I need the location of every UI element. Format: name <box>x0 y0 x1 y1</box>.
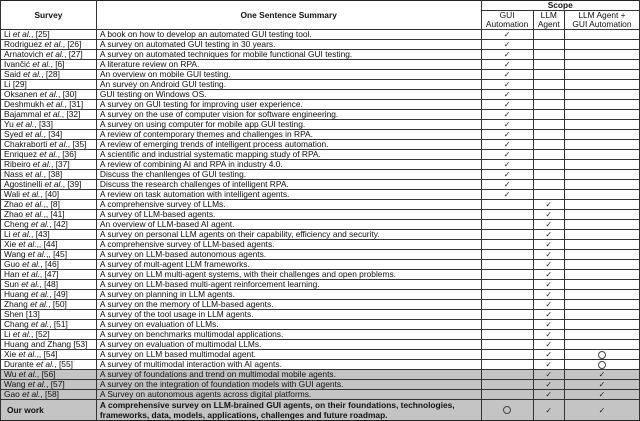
summary-cell: A book on how to develop an automated GUI testing tool. <box>96 30 481 40</box>
summary-cell: A survey on GUI testing for improving user experience. <box>96 100 481 110</box>
gui-automation-cell <box>481 390 533 400</box>
survey-cell: Gao et al., [58] <box>1 390 97 400</box>
llm-agent-cell <box>533 390 564 400</box>
survey-cell: Yu et al., [33] <box>1 120 97 130</box>
gui-automation-cell <box>481 270 533 280</box>
survey-cell: Zhao et al.,, [41] <box>1 210 97 220</box>
survey-cell: Rodriguez et al., [26] <box>1 40 97 50</box>
llm-agent-gui-automation-cell <box>564 200 639 210</box>
check-icon: ✓ <box>545 230 553 239</box>
summary-cell: A survey on LLM-based multi-agent reinforcement learning. <box>96 280 481 290</box>
llm-agent-gui-automation-cell <box>564 130 639 140</box>
llm-agent-gui-automation-cell <box>564 250 639 260</box>
check-icon: ✓ <box>545 370 553 379</box>
check-icon: ✓ <box>545 290 553 299</box>
table-row <box>1 50 640 60</box>
gui-automation-cell <box>481 90 533 100</box>
llm-agent-cell <box>533 300 564 310</box>
check-icon: ✓ <box>545 350 553 359</box>
survey-cell: Agostinelli et al., [39] <box>1 180 97 190</box>
llm-agent-cell <box>533 200 564 210</box>
gui-automation-cell <box>481 210 533 220</box>
gui-automation-cell <box>481 160 533 170</box>
check-icon: ✓ <box>503 80 511 89</box>
table-row <box>1 390 640 400</box>
llm-agent-gui-automation-cell <box>564 210 639 220</box>
llm-agent-cell <box>533 160 564 170</box>
gui-automation-cell <box>481 180 533 190</box>
table-row <box>1 280 640 290</box>
llm-agent-gui-automation-cell <box>564 370 639 380</box>
llm-agent-gui-automation-cell <box>564 400 639 421</box>
survey-cell: Li et al., [43] <box>1 230 97 240</box>
llm-agent-cell <box>533 210 564 220</box>
table-row <box>1 310 640 320</box>
summary-cell: A survey on evaluation of multimodal LLMs. <box>96 340 481 350</box>
our-work-row <box>1 400 640 421</box>
gui-automation-cell <box>481 190 533 200</box>
llm-agent-cell <box>533 130 564 140</box>
summary-cell: A comprehensive survey of LLMs. <box>96 200 481 210</box>
summary-cell: A review of emerging trends of intelligent process automation. <box>96 140 481 150</box>
check-icon: ✓ <box>545 405 553 415</box>
llm-agent-cell <box>533 190 564 200</box>
table-row <box>1 120 640 130</box>
llm-agent-gui-automation-cell <box>564 220 639 230</box>
gui-automation-cell <box>481 50 533 60</box>
header-summary: One Sentence Summary <box>96 1 481 30</box>
summary-cell: A survey on automated techniques for mobile functional GUI testing. <box>96 50 481 60</box>
llm-agent-cell <box>533 230 564 240</box>
llm-agent-gui-automation-cell <box>564 260 639 270</box>
check-icon: ✓ <box>545 260 553 269</box>
survey-cell: Arnatovich et al., [27] <box>1 50 97 60</box>
llm-agent-cell <box>533 90 564 100</box>
table-row <box>1 260 640 270</box>
llm-agent-gui-automation-cell <box>564 320 639 330</box>
survey-cell: Wu et al., [56] <box>1 370 97 380</box>
gui-automation-cell <box>481 230 533 240</box>
llm-agent-cell <box>533 400 564 421</box>
gui-automation-cell <box>481 60 533 70</box>
llm-agent-gui-automation-cell <box>564 330 639 340</box>
llm-agent-cell <box>533 320 564 330</box>
summary-cell: A literature review on RPA. <box>96 60 481 70</box>
gui-automation-cell <box>481 350 533 360</box>
llm-agent-gui-automation-cell <box>564 70 639 80</box>
llm-agent-gui-automation-cell <box>564 90 639 100</box>
header-gui-automation: GUI Automation <box>481 11 533 30</box>
check-icon: ✓ <box>545 300 553 309</box>
check-icon: ✓ <box>598 405 606 415</box>
check-icon: ✓ <box>503 110 511 119</box>
gui-automation-cell <box>481 40 533 50</box>
survey-cell: Xie et al.,, [54] <box>1 350 97 360</box>
llm-agent-gui-automation-cell <box>564 340 639 350</box>
survey-cell: Said et al., [28] <box>1 70 97 80</box>
llm-agent-gui-automation-cell <box>564 290 639 300</box>
llm-agent-cell <box>533 50 564 60</box>
survey-cell: Syed et al., [34] <box>1 130 97 140</box>
summary-cell: GUI testing on Windows OS. <box>96 90 481 100</box>
summary-cell: A survey on the memory of LLM-based agents. <box>96 300 481 310</box>
summary-cell: A survey on LLM based multimodal agent. <box>96 350 481 360</box>
llm-agent-gui-automation-cell <box>564 270 639 280</box>
gui-automation-cell <box>481 360 533 370</box>
gui-automation-cell <box>481 170 533 180</box>
llm-agent-gui-automation-cell <box>564 170 639 180</box>
table-row <box>1 40 640 50</box>
check-icon: ✓ <box>503 160 511 169</box>
gui-automation-cell <box>481 340 533 350</box>
summary-cell: A survey on LLM-based autonomous agents. <box>96 250 481 260</box>
llm-agent-cell <box>533 40 564 50</box>
summary-cell: Discuss the research challenges of intelligent RPA. <box>96 180 481 190</box>
gui-automation-cell <box>481 120 533 130</box>
gui-automation-cell <box>481 250 533 260</box>
llm-agent-gui-automation-cell <box>564 240 639 250</box>
header-survey: Survey <box>1 1 97 30</box>
survey-cell: Wang et al.,, [45] <box>1 250 97 260</box>
header-row-top <box>1 1 640 11</box>
gui-automation-cell <box>481 260 533 270</box>
our-work-label: Our work <box>1 400 97 421</box>
llm-agent-gui-automation-cell <box>564 390 639 400</box>
gui-automation-cell <box>481 240 533 250</box>
survey-cell: Shen [13] <box>1 310 97 320</box>
check-icon: ✓ <box>545 210 553 219</box>
survey-cell: Li [29] <box>1 80 97 90</box>
llm-agent-gui-automation-cell <box>564 120 639 130</box>
llm-agent-cell <box>533 340 564 350</box>
survey-cell: Deshmukh et al., [31] <box>1 100 97 110</box>
llm-agent-cell <box>533 260 564 270</box>
table-row <box>1 370 640 380</box>
llm-agent-gui-automation-cell <box>564 100 639 110</box>
table-row <box>1 320 640 330</box>
gui-automation-cell <box>481 300 533 310</box>
our-work-summary: A comprehensive survey on LLM-brained GUI agents, on their foundations, technologies, frameworks, data, models, applications, challenges and future roadmap. <box>96 400 481 421</box>
llm-agent-gui-automation-cell <box>564 110 639 120</box>
llm-agent-gui-automation-cell <box>564 230 639 240</box>
llm-agent-cell <box>533 360 564 370</box>
check-icon: ✓ <box>545 240 553 249</box>
survey-cell: Huang et al., [49] <box>1 290 97 300</box>
gui-automation-cell <box>481 200 533 210</box>
summary-cell: A survey on using computer for mobile app GUI testing. <box>96 120 481 130</box>
table-row <box>1 230 640 240</box>
header-llm-agent-gui-automation: LLM Agent + GUI Automation <box>564 11 639 30</box>
survey-cell: Wang et al., [57] <box>1 380 97 390</box>
gui-automation-cell <box>481 30 533 40</box>
table-row <box>1 110 640 120</box>
table-row <box>1 250 640 260</box>
check-icon: ✓ <box>503 50 511 59</box>
llm-agent-gui-automation-cell <box>564 380 639 390</box>
survey-cell: Zhang et al., [50] <box>1 300 97 310</box>
table-row <box>1 330 640 340</box>
summary-cell: A comprehensive survey of LLM-based agents. <box>96 240 481 250</box>
gui-automation-cell <box>481 100 533 110</box>
check-icon: ✓ <box>545 250 553 259</box>
survey-cell: Enriquez et al., [36] <box>1 150 97 160</box>
llm-agent-gui-automation-cell <box>564 50 639 60</box>
summary-cell: A survey of mult-agent LLM frameworks. <box>96 260 481 270</box>
table-row <box>1 210 640 220</box>
summary-cell: A survey on personal LLM agents on their capability, efficiency and security. <box>96 230 481 240</box>
summary-cell: A survey on benchmarks multimodal applications. <box>96 330 481 340</box>
partial-circle-icon <box>503 406 511 414</box>
check-icon: ✓ <box>598 380 606 389</box>
check-icon: ✓ <box>503 70 511 79</box>
summary-cell: A scientific and industrial systematic mapping study of RPA. <box>96 150 481 160</box>
table-row <box>1 70 640 80</box>
gui-automation-cell <box>481 130 533 140</box>
survey-cell: Xie et al.,, [44] <box>1 240 97 250</box>
llm-agent-cell <box>533 380 564 390</box>
llm-agent-gui-automation-cell <box>564 60 639 70</box>
table-row <box>1 220 640 230</box>
llm-agent-cell <box>533 310 564 320</box>
llm-agent-gui-automation-cell <box>564 150 639 160</box>
check-icon: ✓ <box>503 190 511 199</box>
survey-cell: Huang and Zhang [53] <box>1 340 97 350</box>
gui-automation-cell <box>481 290 533 300</box>
llm-agent-gui-automation-cell <box>564 300 639 310</box>
table-body <box>1 30 640 421</box>
summary-cell: A survey of multimodal interaction with AI agents. <box>96 360 481 370</box>
llm-agent-gui-automation-cell <box>564 350 639 360</box>
check-icon: ✓ <box>545 280 553 289</box>
table-row <box>1 190 640 200</box>
table-row <box>1 150 640 160</box>
partial-circle-icon <box>598 361 606 369</box>
survey-cell: Durante et al., [55] <box>1 360 97 370</box>
llm-agent-cell <box>533 290 564 300</box>
survey-cell: Han et al., [47] <box>1 270 97 280</box>
llm-agent-cell <box>533 70 564 80</box>
table-row <box>1 350 640 360</box>
llm-agent-cell <box>533 140 564 150</box>
table-row <box>1 170 640 180</box>
llm-agent-cell <box>533 110 564 120</box>
llm-agent-cell <box>533 270 564 280</box>
check-icon: ✓ <box>503 60 511 69</box>
summary-cell: An overview on mobile GUI testing. <box>96 70 481 80</box>
header-llm-agent: LLM Agent <box>533 11 564 30</box>
check-icon: ✓ <box>503 180 511 189</box>
check-icon: ✓ <box>545 220 553 229</box>
llm-agent-gui-automation-cell <box>564 180 639 190</box>
survey-cell: Ivančić et al., [6] <box>1 60 97 70</box>
llm-agent-cell <box>533 330 564 340</box>
summary-cell: A survey on LLM multi-agent systems, with their challenges and open problems. <box>96 270 481 280</box>
llm-agent-gui-automation-cell <box>564 40 639 50</box>
llm-agent-gui-automation-cell <box>564 140 639 150</box>
survey-cell: Wali et al., [40] <box>1 190 97 200</box>
summary-cell: Discuss the chanllenges of GUI testing. <box>96 170 481 180</box>
summary-cell: A survey on automated GUI testing in 30 years. <box>96 40 481 50</box>
summary-cell: A Survey on autonomous agents across digital platforms. <box>96 390 481 400</box>
check-icon: ✓ <box>545 200 553 209</box>
summary-cell: A survey of LLM-based agents. <box>96 210 481 220</box>
check-icon: ✓ <box>503 30 511 39</box>
survey-cell: Cheng et al., [42] <box>1 220 97 230</box>
survey-cell: Guo et al., [46] <box>1 260 97 270</box>
check-icon: ✓ <box>545 360 553 369</box>
survey-cell: Sun et al., [48] <box>1 280 97 290</box>
summary-cell: A review on task automation with intelligent agents. <box>96 190 481 200</box>
llm-agent-cell <box>533 100 564 110</box>
llm-agent-cell <box>533 240 564 250</box>
llm-agent-cell <box>533 180 564 190</box>
check-icon: ✓ <box>545 390 553 399</box>
gui-automation-cell <box>481 150 533 160</box>
check-icon: ✓ <box>503 40 511 49</box>
partial-circle-icon <box>598 351 606 359</box>
table-row <box>1 290 640 300</box>
summary-cell: A survey of foundations and trend on multimodal mobile agents. <box>96 370 481 380</box>
summary-cell: A survey of the tool usage in LLM agents. <box>96 310 481 320</box>
check-icon: ✓ <box>598 370 606 379</box>
gui-automation-cell <box>481 330 533 340</box>
summary-cell: A review of combining AI and RPA in industry 4.0. <box>96 160 481 170</box>
survey-cell: Li et al., [52] <box>1 330 97 340</box>
llm-agent-gui-automation-cell <box>564 190 639 200</box>
table-row <box>1 80 640 90</box>
summary-cell: An overview of LLM-based AI agent. <box>96 220 481 230</box>
check-icon: ✓ <box>545 320 553 329</box>
llm-agent-cell <box>533 170 564 180</box>
table-row <box>1 340 640 350</box>
survey-cell: Nass et al., [38] <box>1 170 97 180</box>
gui-automation-cell <box>481 110 533 120</box>
llm-agent-cell <box>533 250 564 260</box>
table-row <box>1 180 640 190</box>
check-icon: ✓ <box>545 310 553 319</box>
table-row <box>1 130 640 140</box>
gui-automation-cell <box>481 70 533 80</box>
summary-cell: A survey on evaluation of LLMs. <box>96 320 481 330</box>
survey-cell: Zhao et al.,, [8] <box>1 200 97 210</box>
survey-cell: Bajammal et al., [32] <box>1 110 97 120</box>
check-icon: ✓ <box>503 100 511 109</box>
summary-cell: A survey on the use of computer vision for software engineering. <box>96 110 481 120</box>
table-row <box>1 200 640 210</box>
llm-agent-cell <box>533 280 564 290</box>
table-row <box>1 240 640 250</box>
survey-cell: Chang et al., [51] <box>1 320 97 330</box>
gui-automation-cell <box>481 310 533 320</box>
llm-agent-cell <box>533 150 564 160</box>
llm-agent-cell <box>533 220 564 230</box>
check-icon: ✓ <box>503 130 511 139</box>
table-row <box>1 60 640 70</box>
check-icon: ✓ <box>503 140 511 149</box>
table-row <box>1 90 640 100</box>
table-row <box>1 360 640 370</box>
gui-automation-cell <box>481 370 533 380</box>
llm-agent-gui-automation-cell <box>564 30 639 40</box>
survey-cell: Chakraborti et al., [35] <box>1 140 97 150</box>
gui-automation-cell <box>481 220 533 230</box>
check-icon: ✓ <box>503 150 511 159</box>
gui-automation-cell <box>481 400 533 421</box>
table-row <box>1 160 640 170</box>
llm-agent-cell <box>533 350 564 360</box>
llm-agent-gui-automation-cell <box>564 160 639 170</box>
survey-cell: Oksanen et al., [30] <box>1 90 97 100</box>
llm-agent-cell <box>533 30 564 40</box>
check-icon: ✓ <box>503 90 511 99</box>
check-icon: ✓ <box>598 390 606 399</box>
llm-agent-cell <box>533 120 564 130</box>
llm-agent-gui-automation-cell <box>564 310 639 320</box>
llm-agent-cell <box>533 80 564 90</box>
summary-cell: A survey on planning in LLM agents. <box>96 290 481 300</box>
gui-automation-cell <box>481 320 533 330</box>
gui-automation-cell <box>481 380 533 390</box>
check-icon: ✓ <box>503 170 511 179</box>
check-icon: ✓ <box>503 120 511 129</box>
check-icon: ✓ <box>545 380 553 389</box>
summary-cell: A review of contemporary themes and challenges in RPA. <box>96 130 481 140</box>
check-icon: ✓ <box>545 330 553 339</box>
check-icon: ✓ <box>545 340 553 349</box>
survey-cell: Ribeiro et al., [37] <box>1 160 97 170</box>
check-icon: ✓ <box>545 270 553 279</box>
header-scope: Scope <box>481 1 639 11</box>
table-row <box>1 140 640 150</box>
llm-agent-cell <box>533 60 564 70</box>
summary-cell: An survey on Android GUI testing. <box>96 80 481 90</box>
llm-agent-cell <box>533 370 564 380</box>
table-row <box>1 30 640 40</box>
gui-automation-cell <box>481 280 533 290</box>
llm-agent-gui-automation-cell <box>564 360 639 370</box>
table-row <box>1 300 640 310</box>
table-row <box>1 100 640 110</box>
llm-agent-gui-automation-cell <box>564 280 639 290</box>
table-row <box>1 380 640 390</box>
summary-cell: A survey on the integration of foundation models with GUI agents. <box>96 380 481 390</box>
gui-automation-cell <box>481 140 533 150</box>
table-row <box>1 270 640 280</box>
llm-agent-gui-automation-cell <box>564 80 639 90</box>
survey-cell: Li et al., [25] <box>1 30 97 40</box>
gui-automation-cell <box>481 80 533 90</box>
